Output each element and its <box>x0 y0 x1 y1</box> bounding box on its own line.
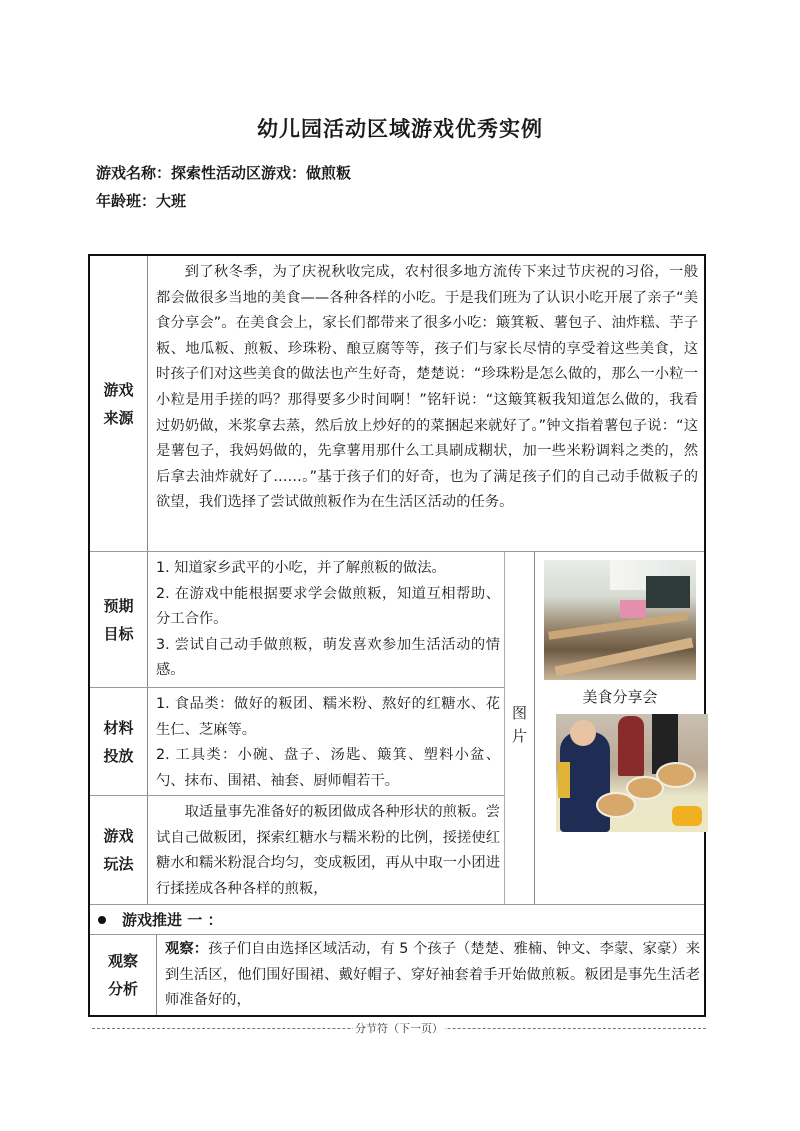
photo-child-at-table <box>556 714 708 832</box>
goal-item: 3. 尝试自己动手做煎粄，萌发喜欢参加生活活动的情感。 <box>156 636 500 679</box>
photo-food-sharing <box>544 560 696 680</box>
label-observation: 观察分析 <box>90 935 157 1015</box>
gameplay-text: 取适量事先准备好的粄团做成各种形状的煎粄。尝试自己做粄团，探索红糖水与糯米粉的比例，挼搓使红糖水和糯米粉混合均匀，变成粄团，再从中取一小团进行揉搓成各种各样的煎粄， <box>156 804 500 897</box>
pictures-cell <box>534 552 704 904</box>
game-name-line <box>96 162 351 183</box>
section-break <box>92 1021 706 1035</box>
goal-item: 2. 在游戏中能根据要求学会做煎粄，知道互相帮助、分工合作。 <box>156 585 500 628</box>
bullet-icon <box>98 916 106 924</box>
game-source-text: 到了秋冬季，为了庆祝秋收完成，农村很多地方流传下来过节庆祝的习俗，一般都会做很多当地的美食——各种各样的小吃。于是我们班为了认识小吃开展了亲子“美食分享会”。在美食会上，家长们都带来了很多小吃：簸箕粄、薯包子、油炸糕、芋子粄、地瓜粄、煎粄、珍珠粉、酿豆腐等等，孩子们与家长尽情的享受着这些美食，这时孩子们对这些美食的做法也产生好奇，楚楚说：“珍珠粉是怎么做的，那么一小粒一小粒是用手搓的吗？那得要多少时间啊！”铭轩说：“这簸箕粄我知道怎么做的，我看过奶奶做，米浆拿去蒸，然后放上炒好的的菜捆起来就好了。”钟文指着薯包子说：“这是薯包子，我妈妈做的，先拿薯用那什么工具刷成糊状，加一些米粉调料之类的，然后拿去油炸就好了……。”基于孩子们的好奇，也为了满足孩子们的自己动手做粄子的欲望，我们选择了尝试做煎粄作为在生活区活动的任务。 <box>156 264 698 511</box>
row-observation <box>90 935 704 1015</box>
label-materials: 材料投放 <box>90 688 148 795</box>
activity-table <box>88 254 706 1017</box>
row-gameplay <box>90 796 504 904</box>
game-name: 探索性活动区游戏：做煎粄 <box>171 164 352 182</box>
label-expected-goals: 预期目标 <box>90 552 148 687</box>
document-title: 幼儿园活动区域游戏优秀实例 <box>257 117 543 141</box>
material-item: 2. 工具类：小碗、盘子、汤匙、簸箕、塑料小盆、勺、抹布、围裙、袖套、厨师帽若干。 <box>156 747 500 789</box>
photo-caption: 美食分享会 <box>582 688 658 706</box>
materials-list <box>156 692 500 794</box>
row-game-source <box>90 256 704 552</box>
age-line <box>96 190 186 211</box>
age-value: 大班 <box>156 192 187 210</box>
game-name-label: 游戏名称： <box>96 164 172 182</box>
row-materials <box>90 688 504 796</box>
goal-item: 1. 知道家乡武平的小吃，并了解煎粄的做法。 <box>156 560 446 576</box>
middle-section <box>90 552 704 905</box>
row-game-advance <box>90 905 704 935</box>
row-expected-goals <box>90 552 504 688</box>
label-gameplay: 游戏玩法 <box>90 796 148 904</box>
observation-text: 观察：孩子们自由选择区域活动，有 5 个孩子（楚楚、雅楠、钟文、李蒙、家豪）来到生活区，他们围好围裙、戴好帽子、穿好袖套着手开始做煎粄。粄团是事先生活老师准备好的， <box>165 941 701 1009</box>
material-item: 1. 食品类：做好的粄团、糯米粉、熬好的红糖水、花生仁、芝麻等。 <box>156 696 500 738</box>
game-advance-heading: 游戏推进 一 ： <box>122 911 223 929</box>
age-label: 年龄班： <box>96 192 157 210</box>
label-game-source: 游戏来源 <box>90 256 148 551</box>
observation-prefix: 观察： <box>165 941 209 957</box>
goals-list <box>156 556 500 684</box>
section-break-label: 分节符（下一页） <box>355 1022 443 1035</box>
label-pictures: 图片 <box>504 552 535 904</box>
